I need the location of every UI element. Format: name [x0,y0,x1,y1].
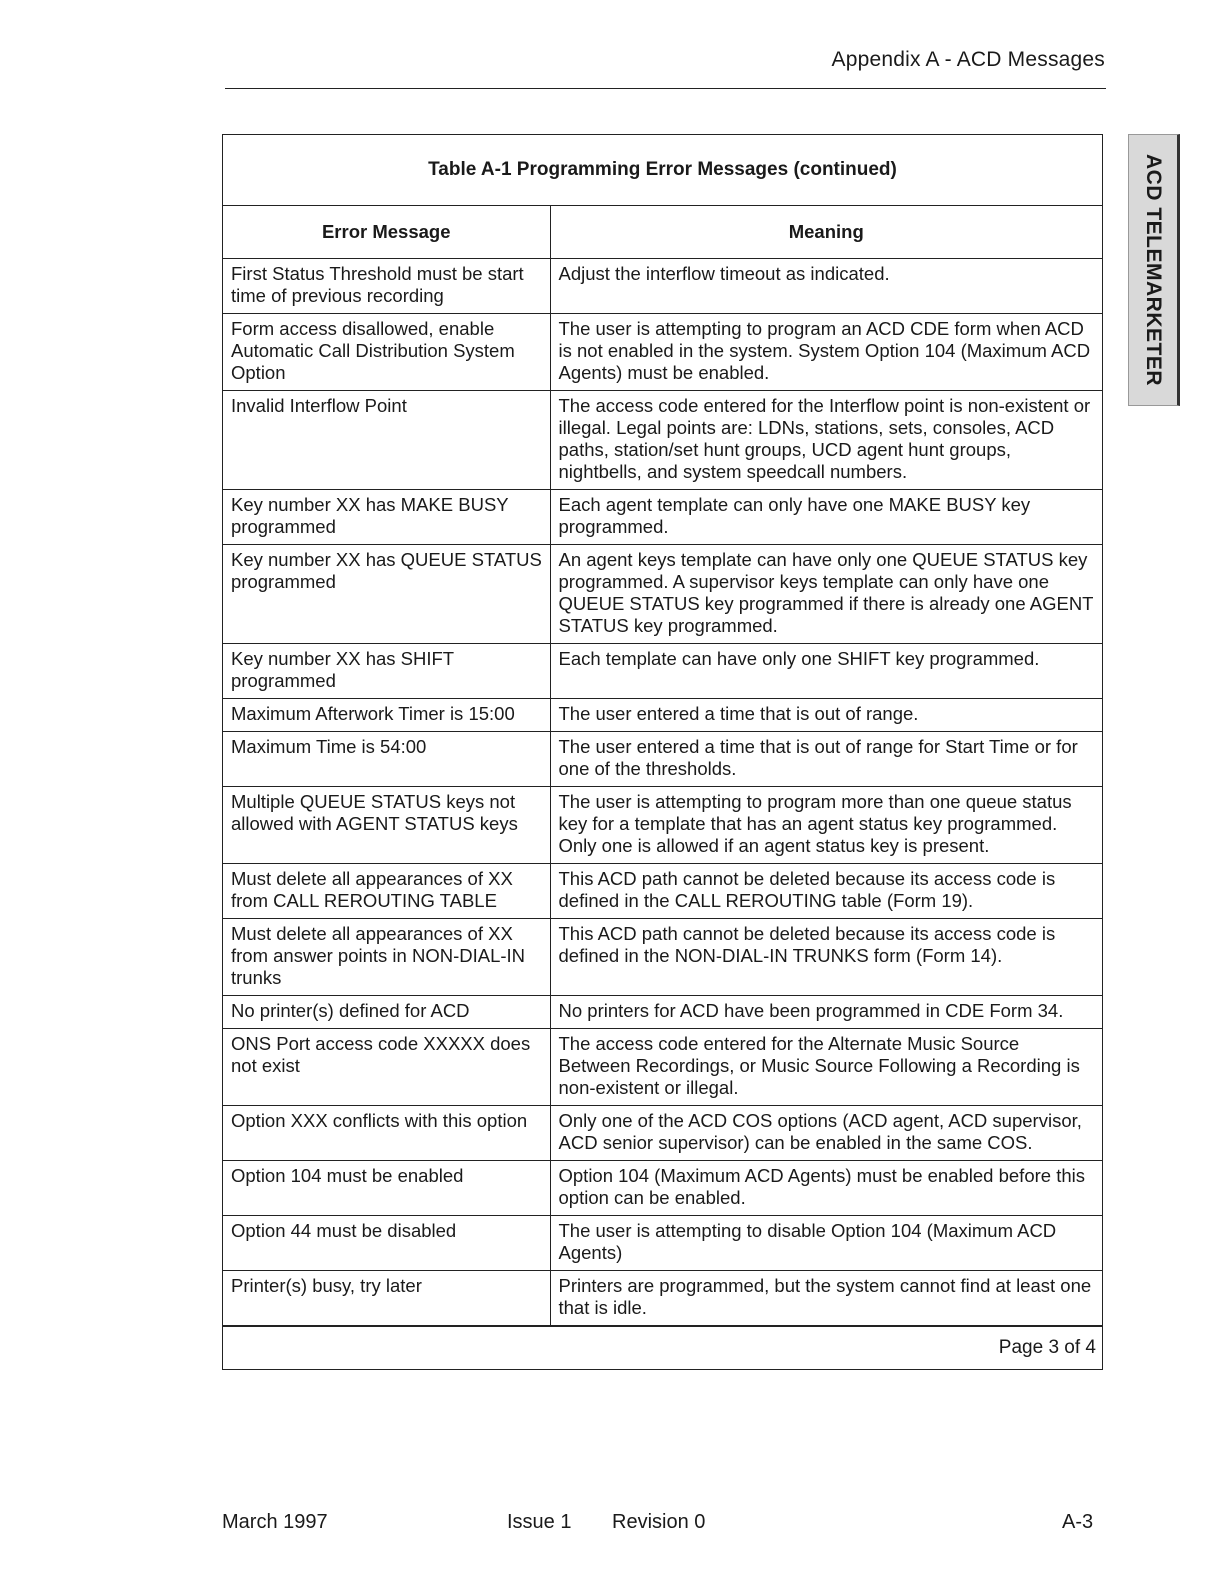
table-row [223,996,1102,1029]
page-header-title: Appendix A - ACD Messages [831,48,1105,71]
meaning-cell: The access code entered for the Interflow point is non-existent or illegal. Legal points are: LDNs, stations, sets, consoles, ACD paths, station/set hunt groups, UCD agent hunt groups, nightbells, and system speedcall numbers. [550,391,1102,490]
meaning-cell: Printers are programmed, but the system cannot find at least one that is idle. [550,1271,1102,1326]
meaning-cell: The user is attempting to program an ACD CDE form when ACD is not enabled in the system. System Option 104 (Maximum ACD Agents) must be enabled. [550,314,1102,391]
footer-page-number: A-3 [1062,1511,1094,1533]
meaning-cell: The access code entered for the Alternate Music Source Between Recordings, or Music Source Following a Recording is non-existent or illegal. [550,1029,1102,1106]
page-indicator: Page 3 of 4 [998,1337,1096,1358]
meaning-cell: No printers for ACD have been programmed in CDE Form 34. [550,996,1102,1029]
table-row [223,1106,1102,1161]
meaning-cell: Each template can have only one SHIFT key programmed. [550,644,1102,699]
error-message-cell: Maximum Afterwork Timer is 15:00 [223,699,550,732]
error-message-cell: Option 44 must be disabled [223,1216,550,1271]
table-row [223,864,1102,919]
table-row [223,314,1102,391]
error-message-cell: Option 104 must be enabled [223,1161,550,1216]
table-header-row [223,206,1102,259]
table-row [223,644,1102,699]
error-message-cell: Key number XX has MAKE BUSY programmed [223,490,550,545]
meaning-cell: The user is attempting to program more than one queue status key for a template that has an agent status key programmed. Only one is allowed if an agent status key is present. [550,787,1102,864]
meaning-cell: An agent keys template can have only one QUEUE STATUS key programmed. A supervisor keys template can only have one QUEUE STATUS key programmed if there is already one AGENT STATUS key programmed. [550,545,1102,644]
table-caption: Table A-1 Programming Error Messages (continued) [223,135,1102,206]
table-grid [223,206,1102,1326]
footer-date: March 1997 [222,1511,328,1533]
table-row [223,545,1102,644]
table-row [223,259,1102,314]
table-row [223,1216,1102,1271]
error-message-cell: Multiple QUEUE STATUS keys not allowed with AGENT STATUS keys [223,787,550,864]
table-row [223,919,1102,996]
error-message-cell: Printer(s) busy, try later [223,1271,550,1326]
table-footer [223,1326,1102,1369]
error-message-cell: Option XXX conflicts with this option [223,1106,550,1161]
error-message-cell: First Status Threshold must be start time of previous recording [223,259,550,314]
table-row [223,1029,1102,1106]
meaning-cell: The user is attempting to disable Option 104 (Maximum ACD Agents) [550,1216,1102,1271]
error-message-cell: Form access disallowed, enable Automatic Call Distribution System Option [223,314,550,391]
table-row [223,732,1102,787]
meaning-cell: The user entered a time that is out of range. [550,699,1102,732]
meaning-cell: Each agent template can only have one MAKE BUSY key programmed. [550,490,1102,545]
error-message-cell: No printer(s) defined for ACD [223,996,550,1029]
table-row [223,699,1102,732]
column-header-error-message: Error Message [223,206,550,259]
table-row [223,787,1102,864]
section-tab [1128,134,1180,406]
meaning-cell: The user entered a time that is out of range for Start Time or for one of the thresholds. [550,732,1102,787]
meaning-cell: Only one of the ACD COS options (ACD agent, ACD supervisor, ACD senior supervisor) can be enabled in the same COS. [550,1106,1102,1161]
footer-revision: Revision 0 [612,1511,706,1533]
meaning-cell: This ACD path cannot be deleted because its access code is defined in the NON-DIAL-IN TRUNKS form (Form 14). [550,919,1102,996]
table-row [223,1271,1102,1326]
error-message-cell: Key number XX has SHIFT programmed [223,644,550,699]
error-messages-table [222,134,1103,1370]
error-message-cell: Key number XX has QUEUE STATUS programmed [223,545,550,644]
error-message-cell: Must delete all appearances of XX from CALL REROUTING TABLE [223,864,550,919]
table-row [223,391,1102,490]
error-message-cell: Must delete all appearances of XX from answer points in NON-DIAL-IN trunks [223,919,550,996]
meaning-cell: This ACD path cannot be deleted because its access code is defined in the CALL REROUTING table (Form 19). [550,864,1102,919]
table-row [223,490,1102,545]
header-divider [225,88,1106,89]
meaning-cell: Option 104 (Maximum ACD Agents) must be enabled before this option can be enabled. [550,1161,1102,1216]
meaning-cell: Adjust the interflow timeout as indicated. [550,259,1102,314]
column-header-meaning: Meaning [550,206,1102,259]
footer-issue: Issue 1 [507,1511,572,1533]
table-row [223,1161,1102,1216]
section-tab-label: ACD TELEMARKETER [1142,154,1165,386]
error-message-cell: Maximum Time is 54:00 [223,732,550,787]
error-message-cell: Invalid Interflow Point [223,391,550,490]
error-message-cell: ONS Port access code XXXXX does not exist [223,1029,550,1106]
